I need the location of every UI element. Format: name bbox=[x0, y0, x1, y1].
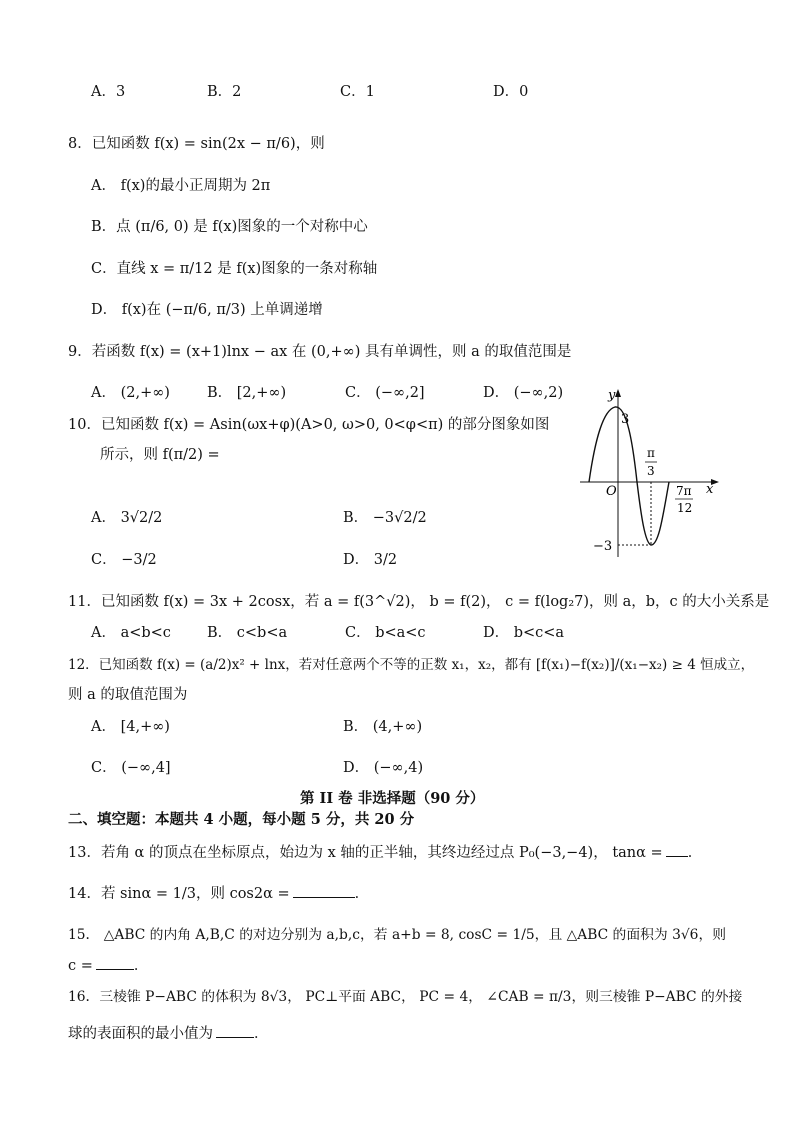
q10-option-a: A． 3√2/2 bbox=[91, 510, 163, 526]
q7-option-a: A．3 bbox=[91, 84, 126, 100]
sine-curve bbox=[589, 407, 669, 545]
q12-stem-line2: 则 a 的取值范围为 bbox=[68, 687, 188, 703]
tick2-denominator: 12 bbox=[677, 501, 693, 515]
origin-label: O bbox=[606, 484, 617, 499]
q7-option-c: C．1 bbox=[340, 84, 375, 100]
q12-option-d: D． (−∞,4) bbox=[343, 760, 424, 776]
tick1-denominator: 3 bbox=[647, 464, 655, 478]
q11-option-b: B． c<b<a bbox=[207, 625, 288, 641]
q16-stem-line1: 16．三棱锥 P−ABC 的体积为 8√3， PC⊥平面 ABC， PC = 4， ∠CAB = π/3，则三棱锥 P−ABC 的外接 bbox=[68, 989, 743, 1005]
q14-answer-blank[interactable] bbox=[293, 883, 355, 898]
q8-stem: 8．已知函数 f(x) = sin(2x − π/6)，则 bbox=[68, 136, 325, 152]
q9-option-a: A． (2,+∞) bbox=[91, 385, 170, 401]
q11-option-a: A． a<b<c bbox=[91, 625, 171, 641]
min-value-label: −3 bbox=[593, 539, 613, 554]
q8-option-b: B．点 (π/6, 0) 是 f(x)图象的一个对称中心 bbox=[91, 219, 368, 235]
q15-stem-line1: 15． △ABC 的内角 A,B,C 的对边分别为 a,b,c，若 a+b = 8, cosC = 1/5，且 △ABC 的面积为 3√6，则 bbox=[68, 927, 727, 943]
q8-option-c: C．直线 x = π/12 是 f(x)图象的一条对称轴 bbox=[91, 261, 378, 277]
q14-stem-row: 14．若 sinα = 1/3，则 cos2α = ． bbox=[68, 883, 369, 904]
tick2-numerator: 7π bbox=[676, 484, 692, 498]
q10-stem-line2: 所示，则 f(π/2) = bbox=[100, 447, 220, 463]
q12-option-a: A． [4,+∞) bbox=[91, 719, 170, 735]
q13-answer-blank[interactable] bbox=[666, 842, 688, 857]
q10-option-d: D． 3/2 bbox=[343, 552, 398, 568]
section2-subtitle: 二、填空题：本题共 4 小题，每小题 5 分，共 20 分 bbox=[68, 811, 415, 828]
q7-option-b: B．2 bbox=[207, 84, 242, 100]
q12-stem-line1: 12．已知函数 f(x) = (a/2)x² + lnx，若对任意两个不等的正数 x₁，x₂，都有 [f(x₁)−f(x₂)]/(x₁−x₂) ≥ 4 恒成立， bbox=[68, 657, 755, 673]
q10-option-b: B． −3√2/2 bbox=[343, 510, 427, 526]
x-axis-label: x bbox=[706, 482, 714, 497]
q12-option-c: C． (−∞,4] bbox=[91, 760, 171, 776]
max-value-label: 3 bbox=[621, 412, 630, 427]
q13-stem-row: 13．若角 α 的顶点在坐标原点，始边为 x 轴的正半轴，其终边经过点 P₀(−3,−4)， tanα = ． bbox=[68, 842, 702, 863]
q16-answer-blank[interactable] bbox=[216, 1023, 254, 1038]
q11-stem: 11．已知函数 f(x) = 3x + 2cosx，若 a = f(3^√2)， b = f(2)， c = f(log₂7)，则 a，b，c 的大小关系是 bbox=[68, 594, 770, 610]
q10-sine-graph bbox=[575, 385, 730, 560]
q16-stem-line2: 球的表面积的最小值为 bbox=[68, 1026, 213, 1042]
q12-option-b: B． (4,+∞) bbox=[343, 719, 423, 735]
q15-answer-blank[interactable] bbox=[96, 955, 134, 970]
q10-option-c: C． −3/2 bbox=[91, 552, 157, 568]
q9-option-d: D． (−∞,2) bbox=[483, 385, 564, 401]
q9-option-c: C． (−∞,2] bbox=[345, 385, 425, 401]
q15-stem-line2: c = bbox=[68, 958, 93, 974]
q16-stem-row2: 球的表面积的最小值为 ． bbox=[68, 1023, 269, 1044]
q9-option-b: B． [2,+∞) bbox=[207, 385, 287, 401]
y-axis-label: y bbox=[608, 388, 616, 403]
q8-option-a: A． f(x)的最小正周期为 2π bbox=[91, 178, 271, 194]
tick1-numerator: π bbox=[647, 446, 655, 460]
q15-stem-row2: c = ． bbox=[68, 955, 148, 976]
q9-stem: 9．若函数 f(x) = (x+1)lnx − ax 在 (0,+∞) 具有单调性，则 a 的取值范围是 bbox=[68, 344, 572, 360]
y-axis-arrow bbox=[615, 389, 621, 397]
q8-option-d: D． f(x)在 (−π/6, π/3) 上单调递增 bbox=[91, 302, 323, 318]
section2-title: 第 II 卷 非选择题（90 分） bbox=[300, 790, 485, 807]
q14-stem: 14．若 sinα = 1/3，则 cos2α = bbox=[68, 886, 290, 902]
q13-stem: 13．若角 α 的顶点在坐标原点，始边为 x 轴的正半轴，其终边经过点 P₀(−3,−4)， tanα = bbox=[68, 845, 663, 861]
q10-stem-line1: 10．已知函数 f(x) = Asin(ωx+φ)(A>0, ω>0, 0<φ<π) 的部分图象如图 bbox=[68, 417, 550, 433]
q11-option-c: C． b<a<c bbox=[345, 625, 426, 641]
q7-option-d: D．0 bbox=[493, 84, 529, 100]
q11-option-d: D． b<c<a bbox=[483, 625, 565, 641]
